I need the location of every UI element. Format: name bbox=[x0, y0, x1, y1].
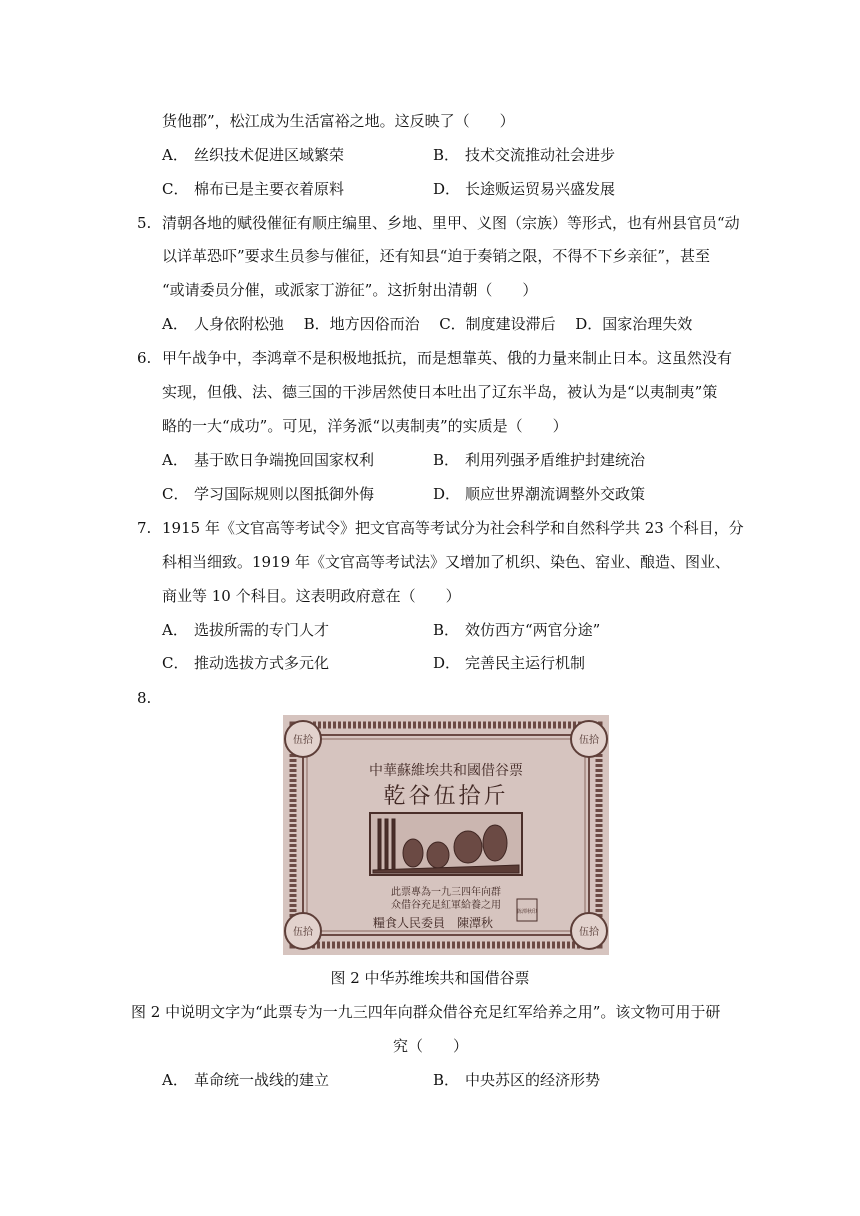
q6-stem-line: 甲午战争中，李鸿章不是积极地抵抗，而是想靠英、俄的力量来制止日本。这虽然没有 bbox=[162, 349, 733, 367]
q5-option-c: 制度建设滞后 bbox=[465, 315, 556, 333]
ticket-note-line: 此票專為一九三四年向群 bbox=[391, 887, 501, 898]
q8-stem-line: 究（ ） bbox=[393, 1037, 469, 1055]
q4-stem-tail: 货他郡”，松江成为生活富裕之地。这反映了（ ） bbox=[162, 112, 515, 130]
q5-stem-line: “或请委员分催，或派家丁游征”。这折射出清朝（ ） bbox=[162, 281, 538, 299]
q5-option-d: 国家治理失效 bbox=[602, 315, 693, 333]
q7-option-b: B． 效仿西方“两官分途” bbox=[433, 621, 601, 639]
q6-option-a: A． 基于欧日争端挽回国家权利 bbox=[162, 451, 375, 469]
corner-label: 伍拾 bbox=[293, 735, 313, 746]
q8-number: 8. bbox=[137, 689, 152, 707]
q5-options-row: A． 人身依附松弛 B．地方因俗而治 C．制度建设滞后 D．国家治理失效 bbox=[162, 315, 693, 333]
q5-option-b: 地方因俗而治 bbox=[329, 315, 420, 333]
q5-stem-line: 以详革恐吓”要求生员参与催征，还有知县“迫于奏销之限，不得不下乡亲征”，甚至 bbox=[162, 247, 711, 265]
q8-stem-line: 图 2 中说明文字为“此票专为一九三四年向群众借谷充足红军给养之用”。该文物可用于研 bbox=[131, 1003, 721, 1021]
q7-option-c: C． 推动选拔方式多元化 bbox=[162, 654, 330, 672]
figure-caption: 图 2 中华苏维埃共和国借谷票 bbox=[330, 969, 530, 987]
corner-label: 伍拾 bbox=[579, 927, 599, 938]
grain-loan-ticket-image bbox=[283, 715, 609, 955]
ticket-signature: 糧食人民委員 陳潭秋 bbox=[372, 916, 494, 930]
ticket-seal: 陈潭秋印 bbox=[516, 909, 538, 915]
q4-option-a: A． 丝织技术促进区域繁荣 bbox=[162, 146, 345, 164]
q7-option-a: A． 选拔所需的专门人才 bbox=[162, 621, 330, 639]
q6-option-c: C． 学习国际规则以图抵御外侮 bbox=[162, 485, 375, 503]
q4-option-d: D． 长途贩运贸易兴盛发展 bbox=[433, 180, 616, 198]
q6-option-d: D． 顺应世界潮流调整外交政策 bbox=[433, 485, 646, 503]
q6-number: 6. bbox=[137, 349, 152, 367]
corner-label: 伍拾 bbox=[293, 927, 313, 938]
q7-stem-line: 科相当细致。1919 年《文官高等考试法》又增加了机织、染色、窑业、酿造、图业、 bbox=[162, 553, 730, 571]
q6-option-b: B． 利用列强矛盾维护封建统治 bbox=[433, 451, 646, 469]
q7-number: 7. bbox=[137, 519, 152, 537]
q6-stem-line: 实现，但俄、法、德三国的干涉居然使日本吐出了辽东半岛，被认为是“以夷制夷”策 bbox=[162, 383, 718, 401]
q7-option-d: D． 完善民主运行机制 bbox=[433, 654, 586, 672]
corner-label: 伍拾 bbox=[579, 735, 599, 746]
q6-stem-line: 略的一大“成功”。可见，洋务派“以夷制夷”的实质是（ ） bbox=[162, 417, 568, 435]
q7-stem-line: 1915 年《文官高等考试令》把文官高等考试分为社会科学和自然科学共 23 个科目，分 bbox=[162, 519, 744, 537]
q5-option-a: 人身依附松弛 bbox=[194, 315, 285, 333]
q8-option-b: B． 中央苏区的经济形势 bbox=[433, 1071, 601, 1089]
ticket-title: 中華蘇維埃共和國借谷票 bbox=[369, 763, 523, 779]
q5-stem-line: 清朝各地的赋役催征有顺庄编里、乡地、里甲、义图（宗族）等形式，也有州县官员“动 bbox=[162, 214, 740, 232]
q7-stem-line: 商业等 10 个科目。这表明政府意在（ ） bbox=[162, 587, 461, 605]
q4-option-c: C． 棉布已是主要衣着原料 bbox=[162, 180, 345, 198]
q4-option-b: B． 技术交流推动社会进步 bbox=[433, 146, 616, 164]
q5-number: 5. bbox=[137, 214, 152, 232]
q8-option-a: A． 革命统一战线的建立 bbox=[162, 1071, 330, 1089]
ticket-denomination: 乾谷伍拾斤 bbox=[383, 784, 509, 809]
ticket-note-line: 众借谷充足紅軍給養之用 bbox=[391, 900, 501, 911]
